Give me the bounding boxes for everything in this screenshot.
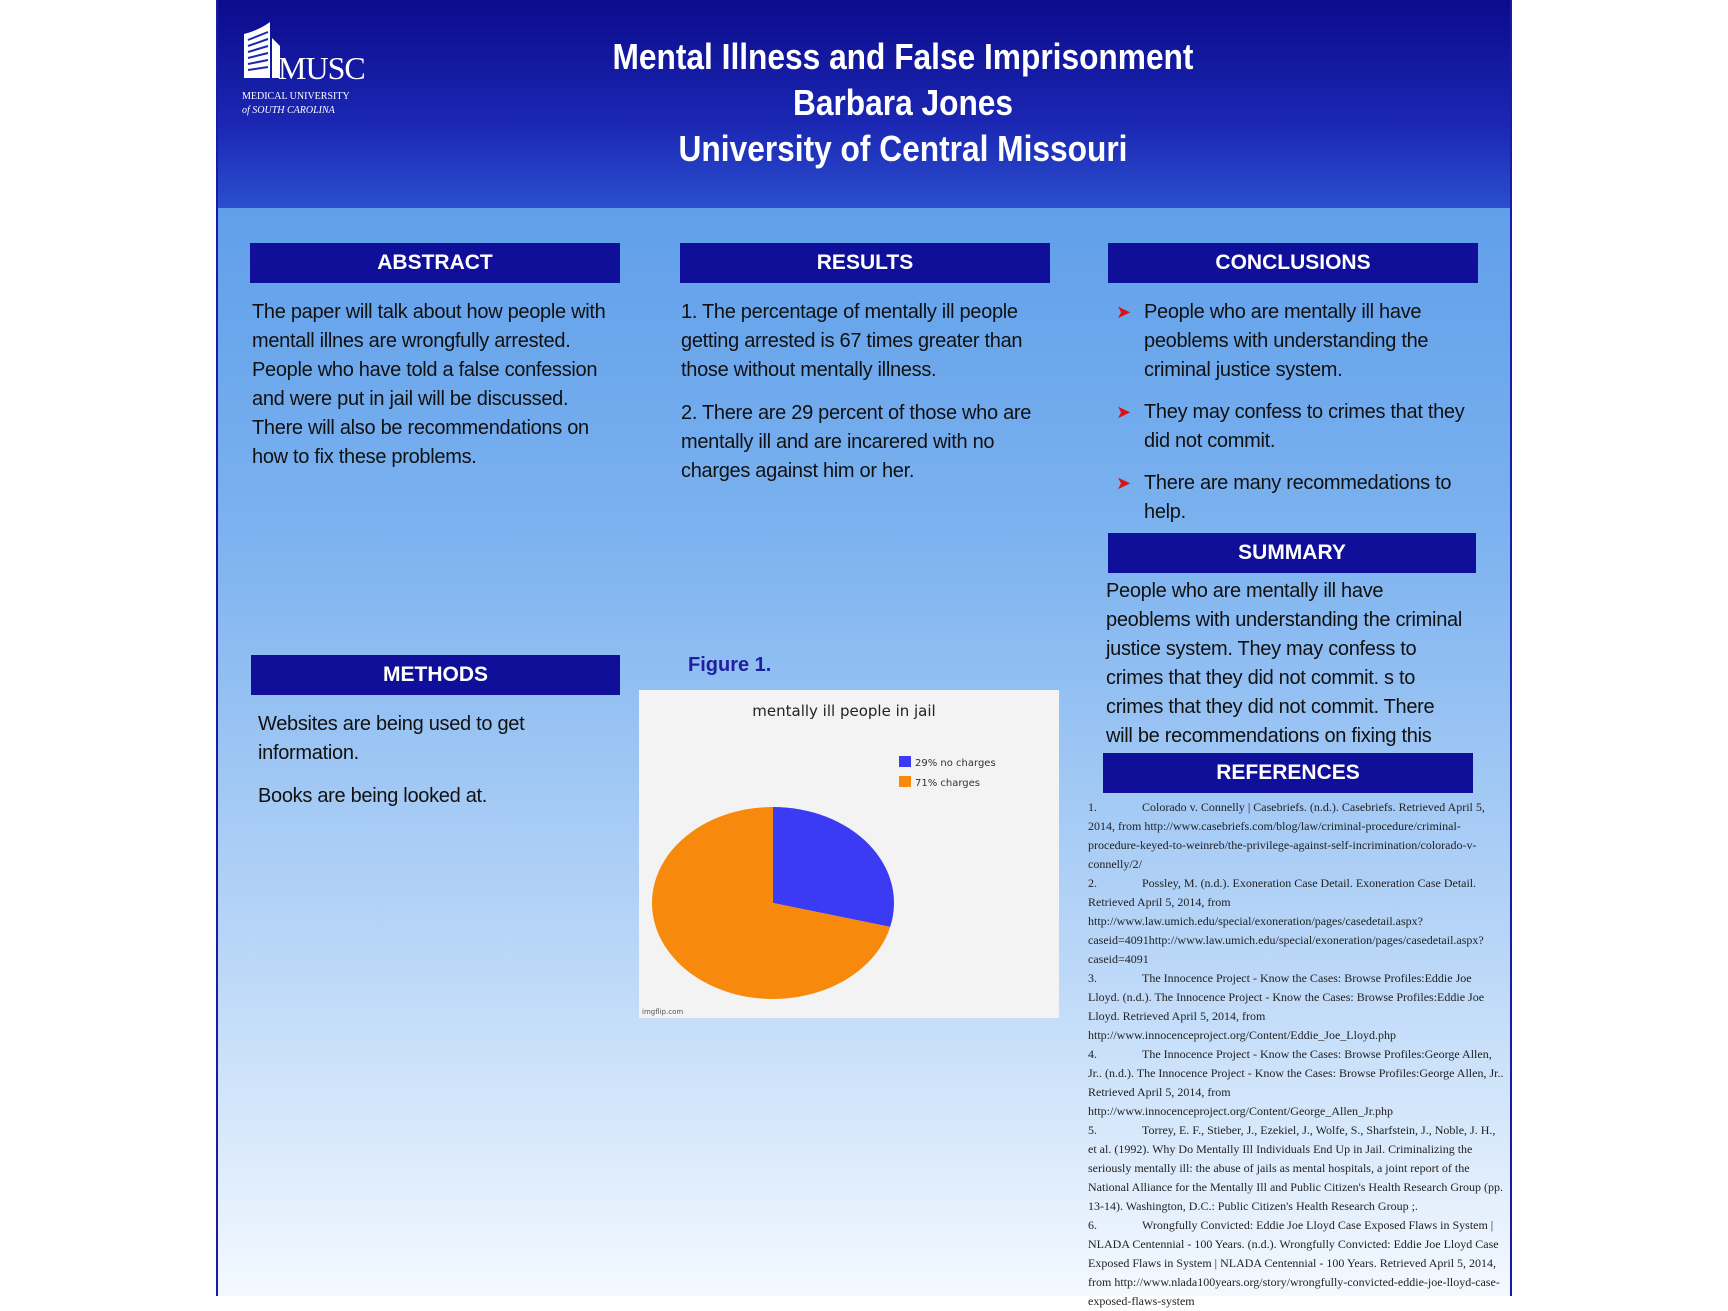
logo-wordmark: MUSC [278,50,365,86]
results-item: 2. There are 29 percent of those who are mentally ill and are incarered with no charges against him or her. [681,402,1032,482]
legend-swatch [899,756,911,767]
legend-label: 71% charges [915,778,981,789]
conclusion-item [1112,398,1484,456]
reference-text: Wrongfully Convicted: Eddie Joe Lloyd Case Exposed Flaws in System | NLADA Centennial - 100 Years. (n.d.). Wrongfully Convicted: Eddie Joe Lloyd Case Exposed Flaws in System | NLADA Centennial - 100 Years. Retrieved April 5, 2014, from http://www.nlada100years.org/story/wrongfully-convicted-eddie-joe-lloyd-case-exposed-flaws-system [1088,1218,1500,1308]
pie-chart-card [639,690,1059,1018]
reference-text: Colorado v. Connelly | Casebriefs. (n.d.). Casebriefs. Retrieved April 5, 2014, from http://www.casebriefs.com/blog/law/criminal-procedure/criminal-procedure-keyed-to-weinreb/the-privilege-against-self-incrimination/colorado-v-connelly/2/ [1088,800,1485,871]
reference-item [1088,969,1504,1045]
musc-logo [242,18,382,128]
methods-item: Books are being looked at. [258,785,488,807]
reference-number: 1. [1088,800,1097,814]
reference-number: 2. [1088,876,1097,890]
conclusion-item [1112,469,1484,527]
title-block [398,34,1408,172]
reference-item [1088,1216,1504,1311]
results-heading: RESULTS [680,243,1050,283]
reference-number: 4. [1088,1047,1097,1061]
figure-label: Figure 1. [688,654,772,676]
summary-text: People who are mentally ill have peoblems with understanding the criminal justice system. They may confess to crimes that they did not commit. s to crimes that they did not commit. There will be recommendations on fixing this [1106,580,1462,747]
legend-label: 29% no charges [915,758,996,769]
abstract-heading: ABSTRACT [250,243,620,283]
methods-item: Websites are being used to get information. [258,713,525,764]
reference-number: 3. [1088,971,1097,985]
methods-heading: METHODS [251,655,620,695]
conclusion-item [1112,298,1484,385]
legend-swatch [899,776,911,787]
reference-number: 5. [1088,1123,1097,1137]
conclusion-text: There are many recommedations to help. [1144,472,1452,523]
conclusions-heading: CONCLUSIONS [1108,243,1478,283]
reference-item [1088,1121,1504,1216]
reference-text: Torrey, E. F., Stieber, J., Ezekiel, J., Wolfe, S., Sharfstein, J., Noble, J. H., et al. (1992). Why Do Mentally Ill Individuals End Up in Jail. Criminalizing the seriously mentally ill: the abuse of jails as mental hospitals, a joint report of the National Alliance for the Mentally Ill and Public Citizen's Health Research Group (pp. 13-14). Washington, D.C.: Public Citizen's Health Research Group ;. [1088,1123,1504,1213]
conclusion-text: They may confess to crimes that they did not commit. [1144,401,1465,452]
musc-building-icon [242,22,282,80]
reference-number: 6. [1088,1218,1097,1232]
pie-chart [639,690,1059,1018]
reference-text: The Innocence Project - Know the Cases: Browse Profiles:George Allen, Jr.. (n.d.). The Innocence Project - Know the Cases: Browse Profiles:George Allen, Jr.. Retrieved April 5, 2014, from http://www.innocenceproject.org/Content/George_Allen_Jr.php [1088,1047,1504,1118]
poster-author: Barbara Jones [792,82,1014,123]
poster-affiliation: University of Central Missouri [678,128,1128,169]
arrow-bullet-icon: ➤ [1116,402,1131,422]
logo-subtitle-line1: MEDICAL UNIVERSITY [242,91,350,102]
results-text [681,298,1053,500]
references-list [1088,798,1504,1311]
results-item: 1. The percentage of mentally ill people getting arrested is 67 times greater than those without mentally illness. [681,301,1023,381]
conclusion-text: People who are mentally ill have peoblems with understanding the criminal justice system. [1144,301,1429,381]
reference-item [1088,1045,1504,1121]
reference-item [1088,798,1504,874]
conclusions-list [1112,298,1484,540]
references-heading: REFERENCES [1103,753,1473,793]
arrow-bullet-icon: ➤ [1116,302,1131,322]
logo-subtitle-line2: of SOUTH CAROLINA [242,105,335,116]
reference-text: Possley, M. (n.d.). Exoneration Case Detail. Exoneration Case Detail. Retrieved April 5, 2014, from http://www.law.umich.edu/special/exoneration/pages/casedetail.aspx?caseid=4091http://www.law.umich.edu/special/exoneration/pages/casedetail.aspx?caseid=4091 [1088,876,1484,966]
arrow-bullet-icon: ➤ [1116,473,1131,493]
methods-text [258,710,628,825]
abstract-text: The paper will talk about how people with mentall illnes are wrongfully arrested. People who have told a false confession and were put in jail will be discussed. There will also be recommendations on how to fix these problems. [252,301,606,468]
reference-text: The Innocence Project - Know the Cases: Browse Profiles:Eddie Joe Lloyd. (n.d.). The Innocence Project - Know the Cases: Browse Profiles:Eddie Joe Lloyd. Retrieved April 5, 2014, from http://www.innocenceproject.org/Content/Eddie_Joe_Lloyd.php [1088,971,1485,1042]
summary-heading: SUMMARY [1108,533,1476,573]
poster [216,0,1512,1308]
poster-title: Mental Illness and False Imprisonment [612,36,1194,77]
chart-title: mentally ill people in jail [752,702,936,720]
chart-watermark: imgflip.com [642,1008,684,1016]
logo-subtitle [242,90,382,118]
reference-item [1088,874,1504,969]
poster-header [218,0,1510,208]
